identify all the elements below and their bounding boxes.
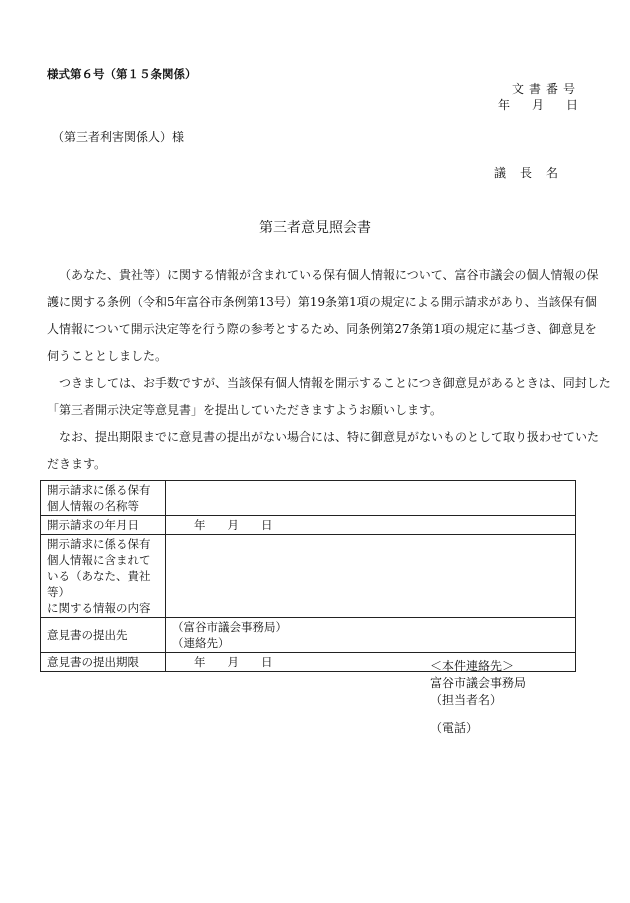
date-day-label: 日 bbox=[261, 518, 273, 532]
value-line: （富谷市議会事務局） bbox=[172, 620, 287, 634]
table-row bbox=[41, 481, 576, 516]
paragraph-3-line-2: だきます。 bbox=[47, 457, 107, 471]
contact-person: （担当者名） bbox=[430, 693, 503, 707]
date-month-label: 月 bbox=[531, 98, 544, 112]
paragraph-1-line-4: 伺うこととしました。 bbox=[47, 349, 168, 363]
contact-heading: ＜本件連絡先＞ bbox=[430, 659, 515, 673]
body-text bbox=[47, 262, 611, 478]
table-value-empty bbox=[166, 535, 576, 618]
document-title: 第三者意見照会書 bbox=[259, 220, 371, 236]
paragraph-1-line-2: 護に関する条例（令和5年富谷市条例第13号）第19条第1項の規定による開示請求があり、当該保有個 bbox=[47, 295, 597, 309]
label-line: いる（あなた、貴社等） bbox=[47, 569, 151, 599]
label-line: 開示請求に係る保有 bbox=[47, 483, 151, 497]
table-row bbox=[41, 535, 576, 618]
contact-block bbox=[430, 658, 526, 737]
date-month-label: 月 bbox=[227, 655, 239, 669]
information-table bbox=[40, 480, 576, 672]
table-value-date bbox=[166, 516, 576, 535]
table-value bbox=[166, 618, 576, 653]
table-label: 開示請求の年月日 bbox=[41, 516, 166, 535]
paragraph-1-line-3: 人情報について開示決定等を行う際の参考とするため、同条例第27条第1項の規定に基づき、御意見を bbox=[47, 322, 597, 336]
table-label: 意見書の提出期限 bbox=[41, 653, 166, 672]
label-line: 開示請求に係る保有 bbox=[47, 537, 151, 551]
document-number-label: 文書番号 bbox=[511, 82, 580, 96]
table-value-empty bbox=[166, 481, 576, 516]
addressee: （第三者利害関係人）様 bbox=[52, 130, 185, 144]
table-label bbox=[41, 481, 166, 516]
contact-office: 富谷市議会事務局 bbox=[430, 676, 527, 690]
paragraph-1-line-1: （あなた、貴社等）に関する情報が含まれている保有個人情報について、富谷市議会の個人情報の保 bbox=[59, 268, 599, 282]
sender-chair-name: 議長名 bbox=[493, 166, 572, 180]
paragraph-2-line-2: 「第三者開示決定等意見書」を提出していただきますようお願いします。 bbox=[47, 403, 443, 417]
label-line: 個人情報の名称等 bbox=[47, 499, 139, 513]
document-date bbox=[498, 96, 578, 113]
label-line: 個人情報に含まれて bbox=[47, 553, 151, 567]
date-day-label: 日 bbox=[565, 98, 578, 112]
label-line: に関する情報の内容 bbox=[47, 601, 151, 615]
date-day-label: 日 bbox=[261, 655, 273, 669]
date-month-label: 月 bbox=[227, 518, 239, 532]
date-year-label: 年 bbox=[497, 98, 510, 112]
table-row bbox=[41, 516, 576, 535]
value-line: （連絡先） bbox=[172, 636, 230, 650]
paragraph-3-line-1: なお、提出期限までに意見書の提出がない場合には、特に御意見がないものとして取り扱わせていた bbox=[59, 430, 600, 444]
date-year-label: 年 bbox=[194, 518, 206, 532]
table-label: 意見書の提出先 bbox=[41, 618, 166, 653]
date-year-label: 年 bbox=[194, 655, 206, 669]
table-row bbox=[41, 618, 576, 653]
contact-phone: （電話） bbox=[430, 721, 479, 735]
paragraph-2-line-1: つきましては、お手数ですが、当該保有個人情報を開示することにつき御意見があるときは、同封した bbox=[59, 376, 611, 390]
form-number: 様式第６号（第１５条関係） bbox=[47, 67, 197, 81]
table-label bbox=[41, 535, 166, 618]
